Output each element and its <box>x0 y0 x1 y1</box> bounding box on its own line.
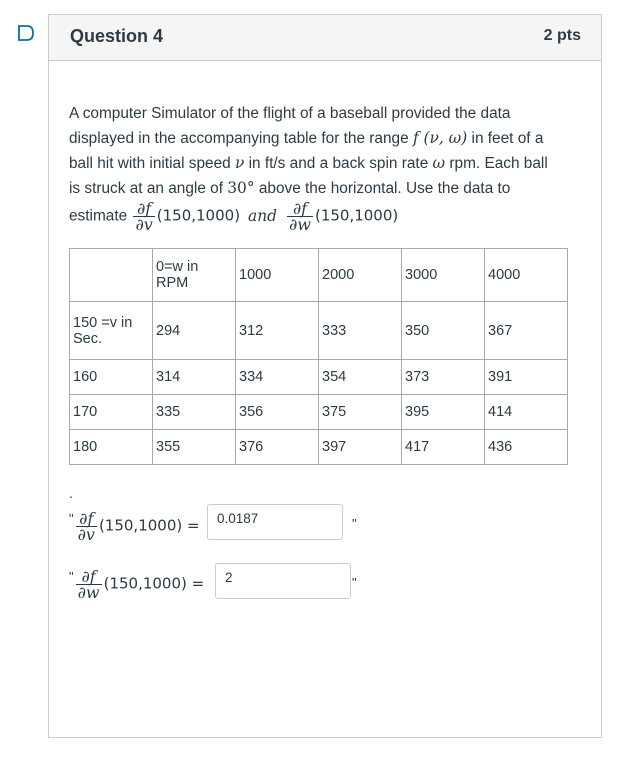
question-points: 2 pts <box>543 27 581 44</box>
table-row <box>70 360 568 395</box>
table-cell: 314 <box>153 360 236 395</box>
table-cell: 354 <box>319 360 402 395</box>
table-cell: 150 =v in Sec. <box>70 302 153 360</box>
table-cell: 355 <box>153 430 236 465</box>
question-line-1: A computer Simulator of the flight of a baseball provided the data <box>69 105 511 122</box>
data-table <box>69 248 568 465</box>
estimate-expression: estimate $\frac{\partial f}{\partial v}$ (150,1000) and $\frac{\partial f}{\partial w}$ (150,1000) <box>69 199 399 234</box>
table-cell: 333 <box>319 302 402 360</box>
trailing-dot: . <box>69 485 73 501</box>
answer-row-dw: " $\frac{\partial f}{\partial w}$ (150,1000) = <box>69 567 205 602</box>
table-cell: 391 <box>485 360 568 395</box>
table-cell: 180 <box>70 430 153 465</box>
table-cell: 367 <box>485 302 568 360</box>
table-cell: 160 <box>70 360 153 395</box>
answer-close-quote: " <box>352 575 357 590</box>
table-cell: 350 <box>402 302 485 360</box>
table-cell: 335 <box>153 395 236 430</box>
table-cell: 1000 <box>236 249 319 302</box>
question-title: Question 4 <box>70 26 164 46</box>
table-cell: 4000 <box>485 249 568 302</box>
answer-input-dw[interactable]: 2 <box>215 563 351 599</box>
table-cell: 3000 <box>402 249 485 302</box>
table-cell: 395 <box>402 395 485 430</box>
table-cell: 376 <box>236 430 319 465</box>
question-line-4: is struck at an angle of 30° above the horizontal. Use the data to <box>69 179 511 197</box>
table-cell: 2000 <box>319 249 402 302</box>
bookmark-flag-icon[interactable] <box>17 24 35 42</box>
question-line-2: displayed in the accompanying table for the range f (ν, ω) in feet of a <box>69 129 544 147</box>
answer-dv-fraction: $\frac{\partial f}{\partial v}$ <box>77 509 95 544</box>
table-cell: 170 <box>70 395 153 430</box>
answer-dw-fraction: $\frac{\partial f}{\partial w}$ <box>77 567 100 602</box>
table-cell: 417 <box>402 430 485 465</box>
table-cell: 414 <box>485 395 568 430</box>
table-row <box>70 395 568 430</box>
table-cell: 334 <box>236 360 319 395</box>
table-row <box>70 302 568 360</box>
table-cell: 312 <box>236 302 319 360</box>
question-card <box>48 14 602 738</box>
question-line-3: ball hit with initial speed ν in ft/s and a back spin rate ω rpm. Each ball <box>69 154 548 172</box>
partial-v-fraction: $\frac{\partial f}{\partial v}$ <box>135 199 153 234</box>
table-row <box>70 430 568 465</box>
answer-row-dv: " $\frac{\partial f}{\partial v}$ (150,1000) = <box>69 509 200 544</box>
partial-w-fraction: $\frac{\partial f}{\partial w}$ <box>289 199 311 234</box>
table-cell: 0=w in RPM <box>153 249 236 302</box>
table-cell: 373 <box>402 360 485 395</box>
table-cell <box>70 249 153 302</box>
table-cell: 436 <box>485 430 568 465</box>
table-cell: 397 <box>319 430 402 465</box>
table-cell: 375 <box>319 395 402 430</box>
table-header-row <box>70 249 568 302</box>
question-text <box>69 102 579 201</box>
answer-input-dv[interactable]: 0.0187 <box>207 504 343 540</box>
question-header <box>49 15 601 61</box>
answer-close-quote: " <box>352 516 357 531</box>
table-cell: 356 <box>236 395 319 430</box>
table-cell: 294 <box>153 302 236 360</box>
